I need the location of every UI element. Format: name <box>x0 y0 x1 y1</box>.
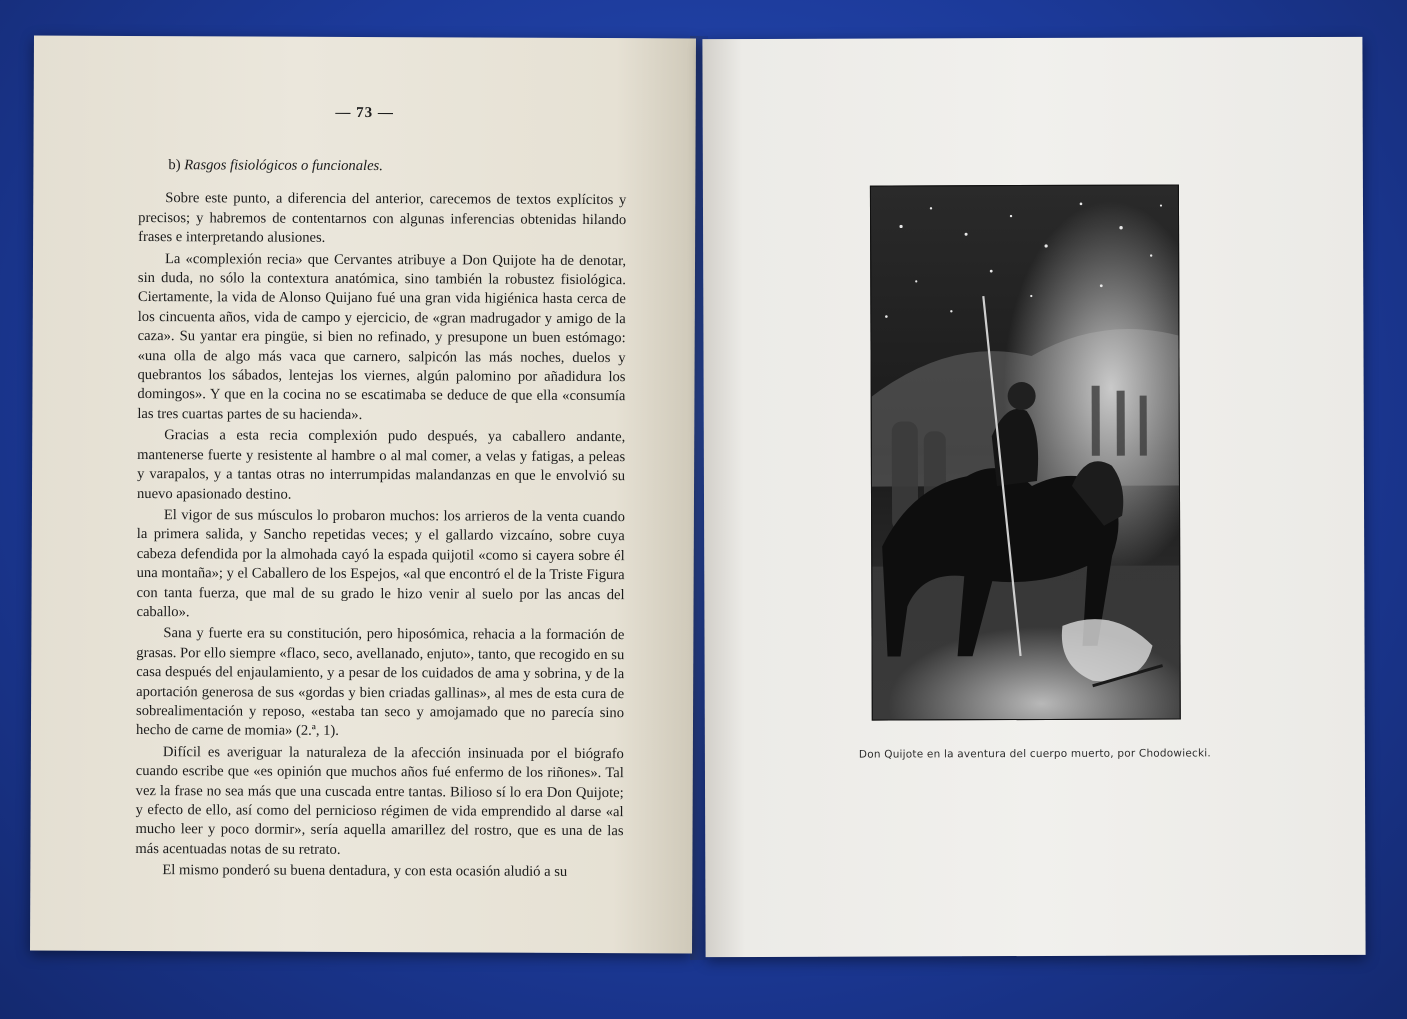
paragraph: El vigor de sus músculos lo probaron muchos: los arrieros de la venta cuando la primera salida, y Sancho repetidas veces; y el gallardo vizcaíno, sobre cuya cabeza defendida por la almohada cayó la espada quijotil «como si cayera sobre él una montaña»; y el Caballero de los Espejos, «al que encontró el de la Triste Figura con tanta fuerza, que mal de su grado le hizo venir al suelo por las ancas del caballo». <box>136 507 625 621</box>
paragraph: Sana y fuerte era su constitución, pero hiposómica, rehacia a la formación de grasas. Por ello siempre «flaco, seco, avellanado, enjuto», tanto, que recogido en su casa después del enjaulamiento, y a pesar de los cuidados de ama y sobrina, y de la aportación generosa de sus «gordas y bien criadas gallinas», al mes de esta cura de sobrealimentación y reposo, «estaba tan seco y amojamado que no parecía sino hecho de carne de momia» (2.ª, 1). <box>135 625 625 740</box>
paragraph: El mismo ponderó su buena dentadura, y con esta ocasión aludió a su <box>162 862 568 881</box>
illustration-caption: Don Quijote en la aventura del cuerpo muerto, por Chodowiecki. <box>858 747 1211 761</box>
right-page <box>702 37 1365 957</box>
page-number: — 73 — <box>335 104 394 122</box>
engraving-drawing <box>871 185 1180 719</box>
paragraph: Sobre este punto, a diferencia del anterior, carecemos de textos explícitos y precisos; y habremos de contentarnos con algunas inferencias obtenidas hilando frases e interpretando alusiones. <box>138 190 627 247</box>
section-label: b) <box>168 157 181 174</box>
left-page <box>30 36 696 954</box>
body-text <box>135 156 626 885</box>
paragraph: Gracias a esta recia complexión pudo después, ya caballero andante, mantenerse fuerte y resistente al hambre o al mal comer, a velas y fatigas, a peleas y varapalos, y a tantas otras no interrumpidas malandanzas en que le envolvió su nuevo apasionado destino. <box>136 427 626 503</box>
paragraph: Difícil es averiguar la naturaleza de la afección insinuada por el biógrafo cuando escribe que «es opinión que muchos años fué enfermo de los riñones». Tal vez la frase no sea más que una cuscada entre tantas. Bilioso sí lo era Don Quijote; y efecto de ello, así como del pernicioso régimen de vida emprendido al darse «al mucho leer y poco dormir», sería aquella amarillez del rostro, que es una de las más acentuadas notas de su retrato. <box>135 743 624 858</box>
section-title: Rasgos fisiológicos o funcionales. <box>184 157 383 175</box>
section-heading <box>168 156 626 177</box>
engraving-illustration <box>870 184 1181 720</box>
paragraph: La «complexión recia» que Cervantes atribuye a Don Quijote ha de denotar, sin duda, no sólo la contextura anatómica, sino también la robustez fisiológica. Ciertamente, la vida de Alonso Quijano fué una gran vida higiénica hasta cerca de los cincuenta años, vida de campo y ejercicio, de «gran madrugador y amigo de la caza». Su yantar era pingüe, si bien no refinado, y presupone un buen estómago: «una olla de algo más vaca que carnero, salpicón las más noches, duelos y quebrantos los sábados, lentejas los viernes, algún palomino por añadidura los domingos». Y que en la cocina no se escatimaba se deduce de que ella «consumía las tres cuartas partes de su hacienda». <box>137 250 627 423</box>
